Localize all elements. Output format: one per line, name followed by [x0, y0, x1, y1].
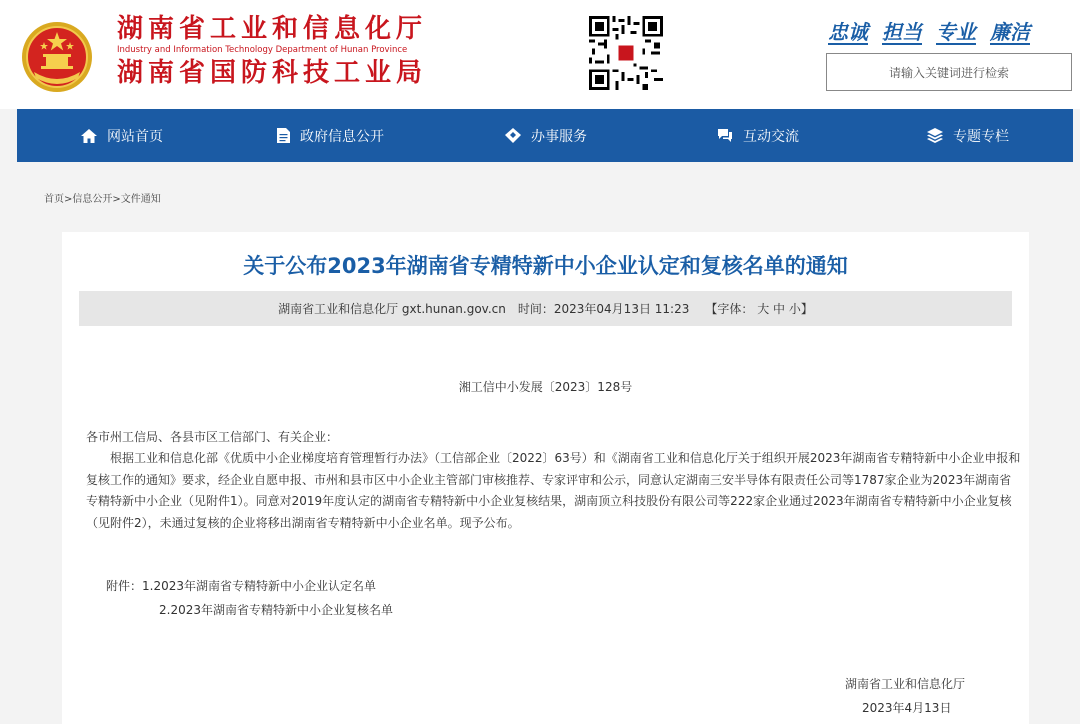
site-brand[interactable] — [117, 12, 427, 90]
site-title-primary: 湖南省工业和信息化厅 — [117, 14, 428, 44]
nav-item-label: 专题专栏 — [953, 128, 1009, 145]
national-emblem-icon — [20, 20, 94, 94]
font-size-small-link[interactable]: 小 — [788, 302, 801, 316]
font-size-medium-link[interactable]: 中 — [773, 302, 786, 316]
signature-organization: 湖南省工业和信息化厅 — [845, 677, 966, 691]
signature-date: 2023年4月13日 — [862, 701, 952, 715]
motto-word: 担当 — [882, 20, 922, 44]
diamond-service-icon — [505, 128, 521, 143]
salutation: 各市州工信局、各县市区工信部门、有关企业： — [86, 430, 339, 444]
home-icon — [81, 129, 97, 143]
font-size-suffix: 】 — [800, 302, 813, 316]
motto-slogan — [828, 16, 1030, 45]
main-nav — [17, 109, 1073, 162]
nav-item-interaction[interactable] — [717, 109, 799, 162]
motto-word: 忠诚 — [828, 20, 868, 44]
article-body: 根据工业和信息化部《优质中小企业梯度培育管理暂行办法》（工信部企业〔2022〕63号）和《湖南省工业和信息化厅关于组织开展2023年湖南省专精特新中小企业申报和复核工作的通知》要求，经企业自愿申报、市州和县市区中小企业主管部门审核推荐、专家评审和公示，同意认定湖南三安半导体有限责任公司等1787家企业为2023年湖南省专精特新中小企业（见附件1）。同意对2019年度认定的湖南省专精特新中小企业复核结果，湖南顶立科技股份有限公司等222家企业通过2023年湖南省专精特新中小企业复核（见附件2），未通过复核的企业将移出湖南省专精特新中小企业名单。现予公布。 — [86, 451, 1021, 530]
article-source: 湖南省工业和信息化厅 gxt.hunan.gov.cn — [278, 302, 506, 316]
nav-item-home[interactable] — [81, 109, 163, 162]
attachment-link-2[interactable]: 2.2023年湖南省专精特新中小企业复核名单 — [159, 603, 393, 617]
nav-item-label: 网站首页 — [107, 128, 163, 145]
document-icon — [277, 128, 290, 143]
layers-icon — [927, 128, 943, 143]
nav-item-topics[interactable] — [927, 109, 1009, 162]
motto-word: 专业 — [936, 20, 976, 44]
font-size-large-link[interactable]: 大 — [757, 302, 770, 316]
motto-word: 廉洁 — [990, 20, 1030, 44]
document-number: 湘工信中小发展〔2023〕128号 — [458, 380, 633, 394]
nav-item-gov-info[interactable] — [277, 109, 384, 162]
nav-item-label: 政府信息公开 — [300, 128, 384, 145]
article-meta — [79, 291, 1012, 326]
site-header — [0, 0, 1080, 109]
site-title-secondary: 湖南省国防科技工业局 — [117, 58, 428, 88]
nav-item-label: 办事服务 — [531, 128, 587, 145]
attachments — [106, 574, 393, 622]
search-input[interactable]: 请输入关键词进行检索 — [826, 53, 1072, 91]
font-size-switcher — [705, 300, 813, 317]
breadcrumb[interactable]: 首页>信息公开>文件通知 — [44, 194, 161, 205]
qr-code-icon — [589, 16, 663, 90]
nav-item-label: 互动交流 — [743, 128, 799, 145]
article-title: 关于公布2023年湖南省专精特新中小企业认定和复核名单的通知 — [243, 254, 848, 278]
site-title-english: Industry and Information Technology Department of Hunan Province — [117, 45, 408, 55]
article-panel — [62, 232, 1029, 724]
nav-item-services[interactable] — [505, 109, 587, 162]
chat-icon — [717, 128, 733, 143]
attachment-link-1[interactable]: 附件：1.2023年湖南省专精特新中小企业认定名单 — [106, 579, 376, 593]
article-time: 时间：2023年04月13日 11:23 — [517, 302, 690, 316]
font-size-prefix: 【字体： — [705, 302, 754, 316]
